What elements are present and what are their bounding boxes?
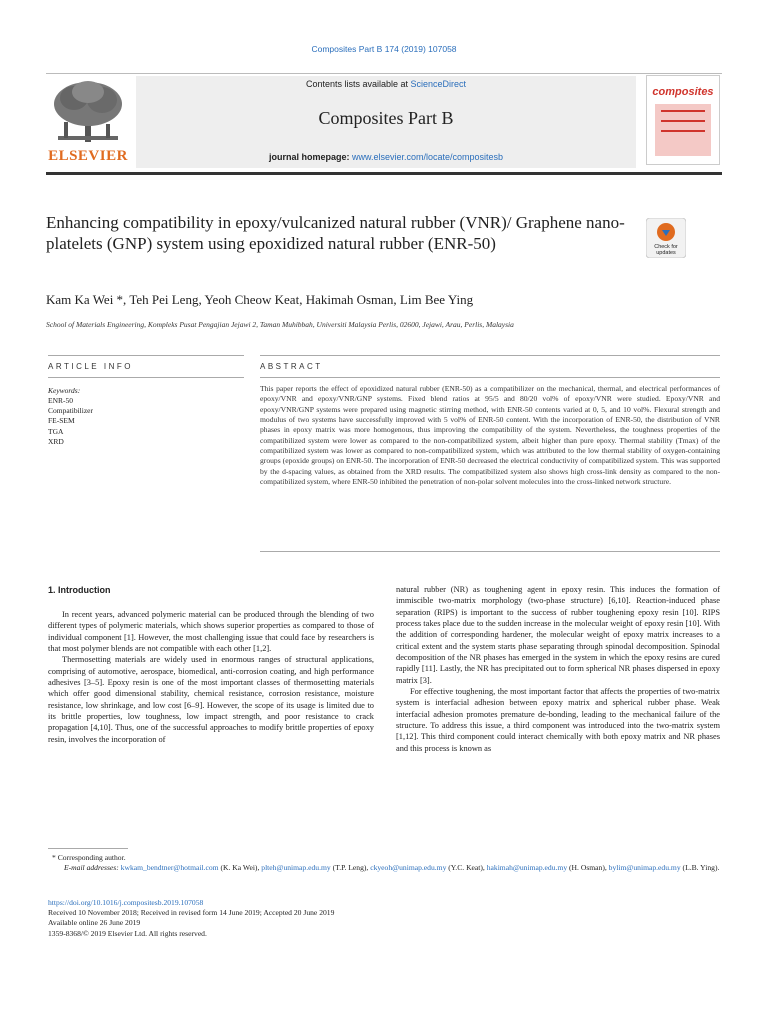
elsevier-wordmark: ELSEVIER [48, 148, 128, 164]
abstract-end-rule [260, 551, 720, 552]
keyword-item: XRD [48, 436, 64, 446]
keywords-label: Keywords: [48, 386, 81, 395]
cover-title: composites [652, 86, 714, 98]
received-dates: Received 10 November 2018; Received in revised form 14 June 2019; Accepted 20 June 2019 [48, 908, 335, 918]
abstract-heading: ABSTRACT [260, 362, 323, 371]
keyword-item: FE-SEM [48, 416, 75, 426]
elsevier-tree-logo [50, 78, 126, 146]
footnote-rule [48, 848, 128, 849]
paragraph: For effective toughening, the most important factor that affects the properties of two-matrix system is interfacial adhesion between epoxy matrix and spherical rubber phase. Weak interfacial adhesion promotes premature de-bonding, leading to the mechanical failure of the structure. To address this issue, a third component was introduced into the two-matrix system [1,12]. This third component could interact chemically with both epoxy matrix and NR phases and this process is known as [396, 687, 720, 753]
intro-left-column [48, 609, 374, 745]
paragraph: In recent years, advanced polymeric material can be produced through the blending of two different types of polymeric materials, which shows superior properties as compared to those of individual component [1]. However, the most challenging issue that could face by researchers is that most polymer blends are not compatible with each other [1,2]. [48, 610, 374, 654]
corresponding-author-note: * Corresponding author. [52, 853, 126, 862]
contents-available: Contents lists available at ScienceDirect [305, 79, 467, 89]
article-info-rule [48, 355, 244, 356]
email-link[interactable]: plteh@unimap.edu.my [261, 863, 331, 873]
email-link[interactable]: hakimah@unimap.edu.my [486, 863, 568, 873]
keyword-item: Compatibilizer [48, 406, 93, 416]
cover-stripe [661, 130, 705, 132]
email-addresses: E-mail addresses: kwkam_bendtner@hotmail.com (K. Ka Wei), plteh@unimap.edu.my (T.P. Leng), ckyeoh@unimap.edu.my (Y.C. Keat), hakimah@unimap.edu.my (H. Osman), bylim@unimap.edu.my (L.B. Ying). [64, 863, 720, 873]
paragraph: Thermosetting materials are widely used in enormous ranges of structural applications, comprising of automotive, aerospace, biomedical, anti-corrosion coating, and high performance adhesives [3–5]. Epoxy resin is one of the most important classes of thermosetting materials which offer good dimensional stability, chemical resistance, corrosion resistance, moisture resistance, low shrinkage, and low cost [6–9]. However, the scope of its usage is limited due to its brittle properties, low toughness, low impact strength, and poor resistance to crack propagation [4,10]. Thus, one of the successful approaches to modify brittle properties of epoxy resin, involves the incorporation of [48, 655, 374, 744]
doi-link[interactable]: https://doi.org/10.1016/j.compositesb.2019.107058 [48, 898, 204, 907]
journal-name: Composites Part B [318, 108, 454, 128]
abstract-text: This paper reports the effect of epoxidized natural rubber (ENR-50) as a compatibilizer on the mechanical, thermal, and electrical performances of epoxy/VNR and epoxy/VNR/GNP systems. Fixed blend ratios at 95/5 and 80/20 vol% of epoxy/VNR were studied. Epoxy/VNR and epoxy/VNR/GNP systems were prepared using magnetic stirring method, with ENR-50 contents varied at 0, 5, and 10 vol%. Flexural strength and modulus of two systems have successfully improved with 5 vol% of ENR-50 content. With the incorporation of ENR-50, the distribution of VNR phases in epoxy matrix was more homogenous, thus improving the compatibility of the system. Nevertheless, the toughness properties of the compatibilized system were lower as compared to the non-compatibilized system, albeit higher than pure epoxy. Thermal stability (Tmax) of the compatibilized system was lower as compared to non-compatibilized system, which was attributed to the low thermal stability of oxygen-containing groups (epoxide groups) on ENR-50. The incorporation of ENR-50 decreased the electrical conductivity of compatibilized system. This was supported by the d-spacing values, as obtained from the XRD results. The compatibilized system also shows high cross-link density as compared to the non-compatibilized system, where ENR-50 inhibited the penetration of non-polar solvent molecules into the cross-linked network structure. [260, 384, 720, 487]
header-rule-bottom [46, 172, 722, 175]
keyword-item: ENR-50 [48, 396, 73, 405]
journal-citation-link[interactable]: Composites Part B 174 (2019) 107058 [311, 44, 457, 54]
introduction-heading: 1. Introduction [48, 585, 111, 595]
cover-stripe [661, 110, 705, 112]
intro-right-column [396, 584, 720, 754]
check-for-updates-badge[interactable] [646, 218, 686, 258]
email-link[interactable]: bylim@unimap.edu.my [608, 863, 681, 873]
article-info-rule-2 [48, 377, 244, 378]
journal-cover [646, 75, 720, 165]
journal-homepage: journal homepage: www.elsevier.com/locate/compositesb [268, 152, 504, 162]
footnotes [52, 853, 720, 873]
abstract-rule-2 [260, 377, 720, 378]
article-title: Enhancing compatibility in epoxy/vulcanized natural rubber (VNR)/ Graphene nano-platelets (GNP) system using epoxidized natural rubber (ENR-50) [46, 213, 625, 253]
keyword-item: TGA [48, 426, 64, 436]
copyright: 1359-8368/© 2019 Elsevier Ltd. All rights reserved. [48, 928, 207, 938]
email-link[interactable]: kwkam_bendtner@hotmail.com [120, 863, 219, 873]
article-info-heading: ARTICLE INFO [48, 362, 133, 371]
author-list: Kam Ka Wei *, Teh Pei Leng, Yeoh Cheow Keat, Hakimah Osman, Lim Bee Ying [46, 292, 474, 307]
check-updates-label: Check for updates [654, 244, 678, 256]
header-rule-top [46, 73, 722, 74]
available-online: Available online 26 June 2019 [48, 918, 141, 928]
publication-info [48, 898, 720, 939]
email-link[interactable]: ckyeoh@unimap.edu.my [370, 863, 447, 873]
homepage-link[interactable]: www.elsevier.com/locate/compositesb [351, 152, 504, 162]
paragraph: natural rubber (NR) as toughening agent in epoxy resin. This induces the formation of immiscible two-matrix morphology (two-phase structure) [6,10]. Reaction-induced phase separation (RIPS) is important to the success of rubber toughening epoxy resin [10]. RIPS process takes place due to the sudden increase in the molecular weight of epoxy resin [10]. With the addition of corresponding hardener, the molecular weight of epoxy matrix increases to a critical extent and the system starts phase separating through spinodal decomposition. Spinodal decomposition of the NR phases has emerged in the system in which the epoxy resins are cured rapidly [11]. Lastly, the NR has precipitated out to form spherical NR phases dispersed in epoxy matrix [3]. [396, 585, 720, 685]
affiliation: School of Materials Engineering, Kompleks Pusat Pengajian Jejawi 2, Taman Muhibbah, Universiti Malaysia Perlis, 02600, Jejawi, Arau, Perlis, Malaysia [46, 320, 514, 329]
sciencedirect-link[interactable]: ScienceDirect [410, 79, 467, 89]
cover-stripe [661, 120, 705, 122]
abstract-rule [260, 355, 720, 356]
keywords-list [48, 396, 93, 447]
